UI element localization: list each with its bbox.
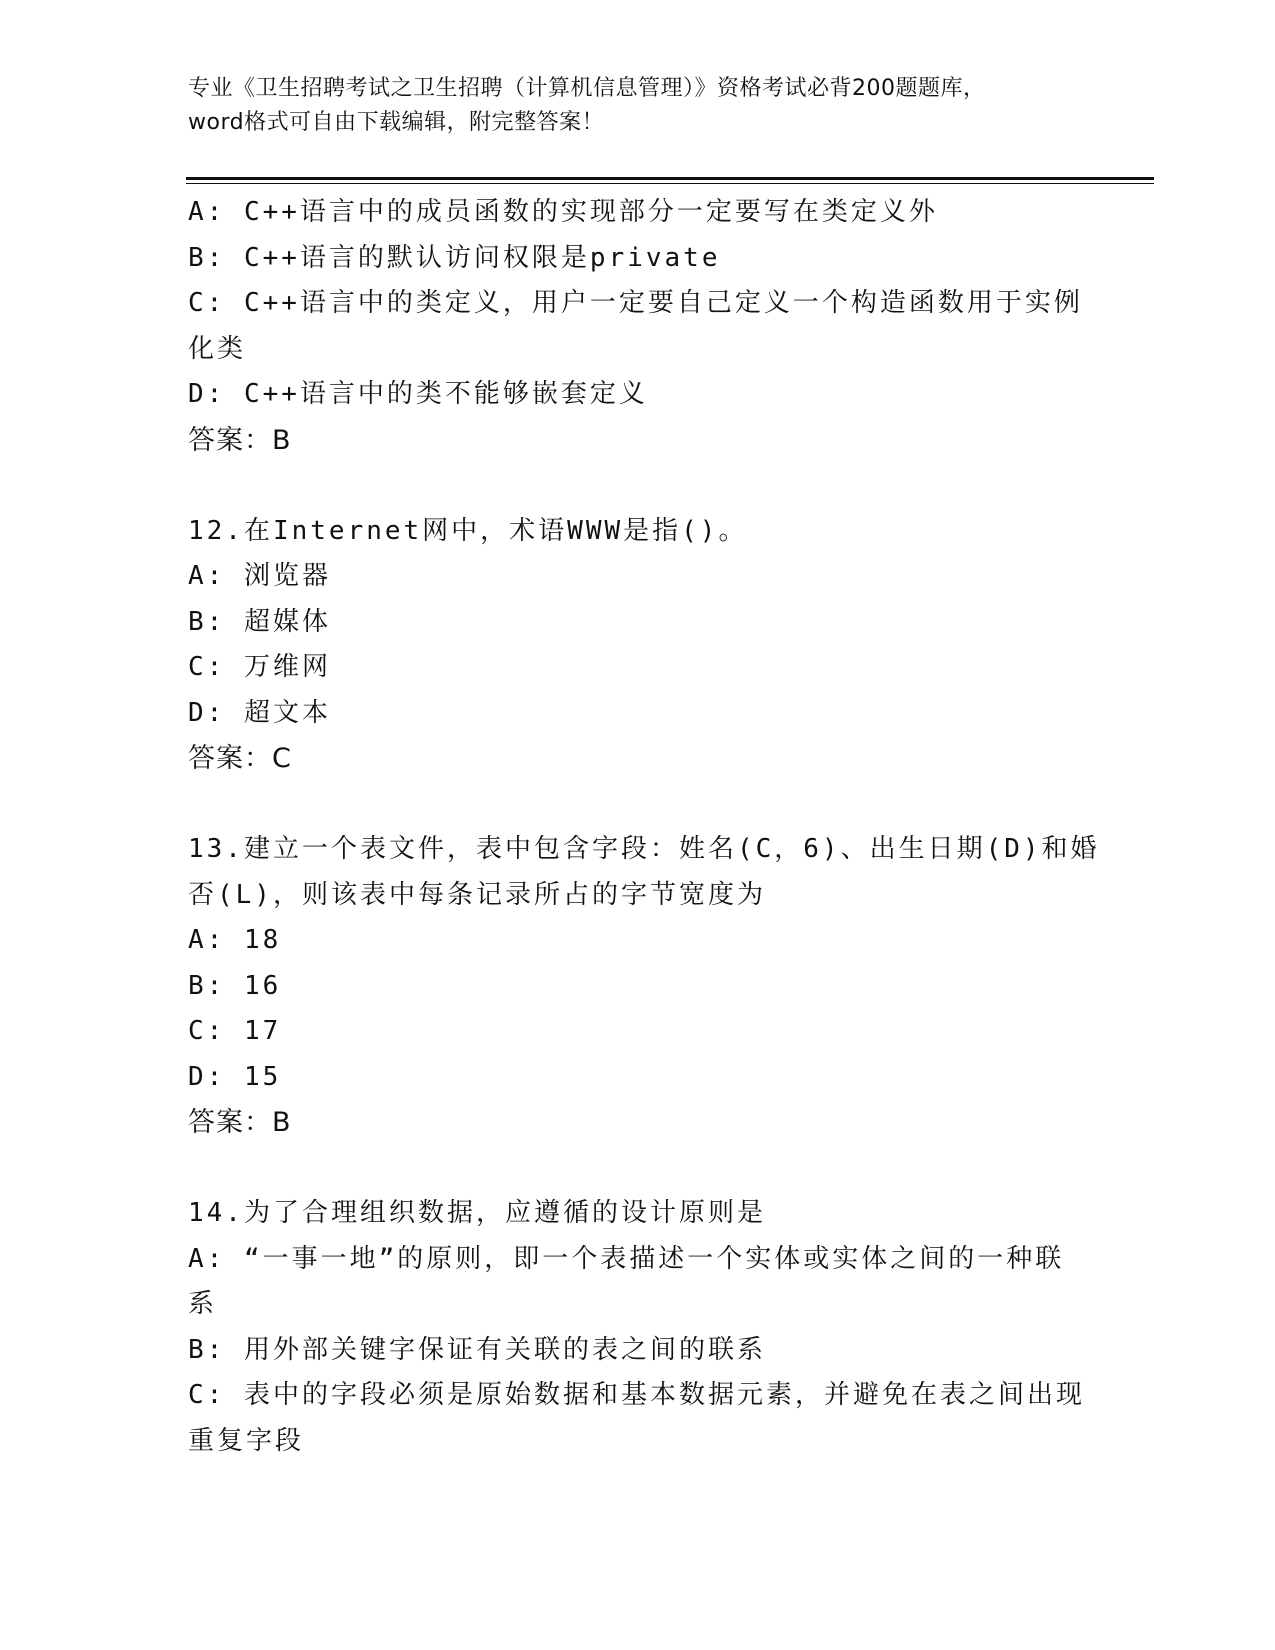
option-c: C: 表中的字段必须是原始数据和基本数据元素，并避免在表之间出现 (188, 1380, 1085, 1410)
question-list (188, 190, 1100, 1464)
document-header (188, 72, 1088, 140)
option-b: B: 超媒体 (188, 606, 331, 637)
option-a: A: C++语言中的成员函数的实现部分一定要写在类定义外 (188, 197, 938, 227)
header-rule-thin (186, 183, 1154, 184)
question-11 (188, 190, 1088, 463)
header-line-2: word格式可自由下载编辑，附完整答案！ (188, 110, 605, 135)
question-stem: 13.建立一个表文件，表中包含字段：姓名(C，6)、出生日期(D)和婚 (188, 834, 1100, 864)
option-a-continued: 系 (188, 1289, 218, 1319)
option-d: D: C++语言中的类不能够嵌套定义 (188, 379, 648, 409)
option-b: B: 16 (188, 970, 282, 1001)
question-13 (188, 827, 1100, 1146)
option-c-continued: 化类 (188, 333, 247, 364)
spacer (188, 1146, 1088, 1192)
question-stem: 14.为了合理组织数据，应遵循的设计原则是 (188, 1198, 766, 1228)
header-line-1: 专业《卫生招聘考试之卫生招聘（计算机信息管理）》资格考试必背200题题库， (188, 76, 986, 101)
question-stem: 12.在Internet网中，术语WWW是指()。 (188, 515, 748, 546)
answer: 答案：B (188, 1107, 292, 1138)
answer: 答案：C (188, 743, 292, 774)
option-a: A: 浏览器 (188, 561, 331, 591)
option-c: C: C++语言中的类定义，用户一定要自己定义一个构造函数用于实例 (188, 288, 1083, 318)
option-b: B: C++语言的默认访问权限是private (188, 242, 721, 273)
option-b: B: 用外部关键字保证有关联的表之间的联系 (188, 1334, 766, 1365)
question-12 (188, 509, 1088, 782)
answer: 答案：B (188, 424, 292, 456)
spacer (188, 782, 1088, 828)
option-d: D: 超文本 (188, 697, 331, 728)
question-stem-continued: 否(L)，则该表中每条记录所占的字节宽度为 (188, 879, 766, 910)
option-c: C: 万维网 (188, 652, 331, 682)
option-d: D: 15 (188, 1061, 282, 1092)
spacer (188, 463, 1088, 509)
option-a: A: 18 (188, 925, 282, 955)
question-14 (188, 1191, 1088, 1464)
option-c-continued: 重复字段 (188, 1425, 305, 1456)
option-c: C: 17 (188, 1016, 282, 1046)
header-rule-thick (186, 177, 1154, 180)
option-a: A: “一事一地”的原则，即一个表描述一个实体或实体之间的一种联 (188, 1243, 1065, 1274)
